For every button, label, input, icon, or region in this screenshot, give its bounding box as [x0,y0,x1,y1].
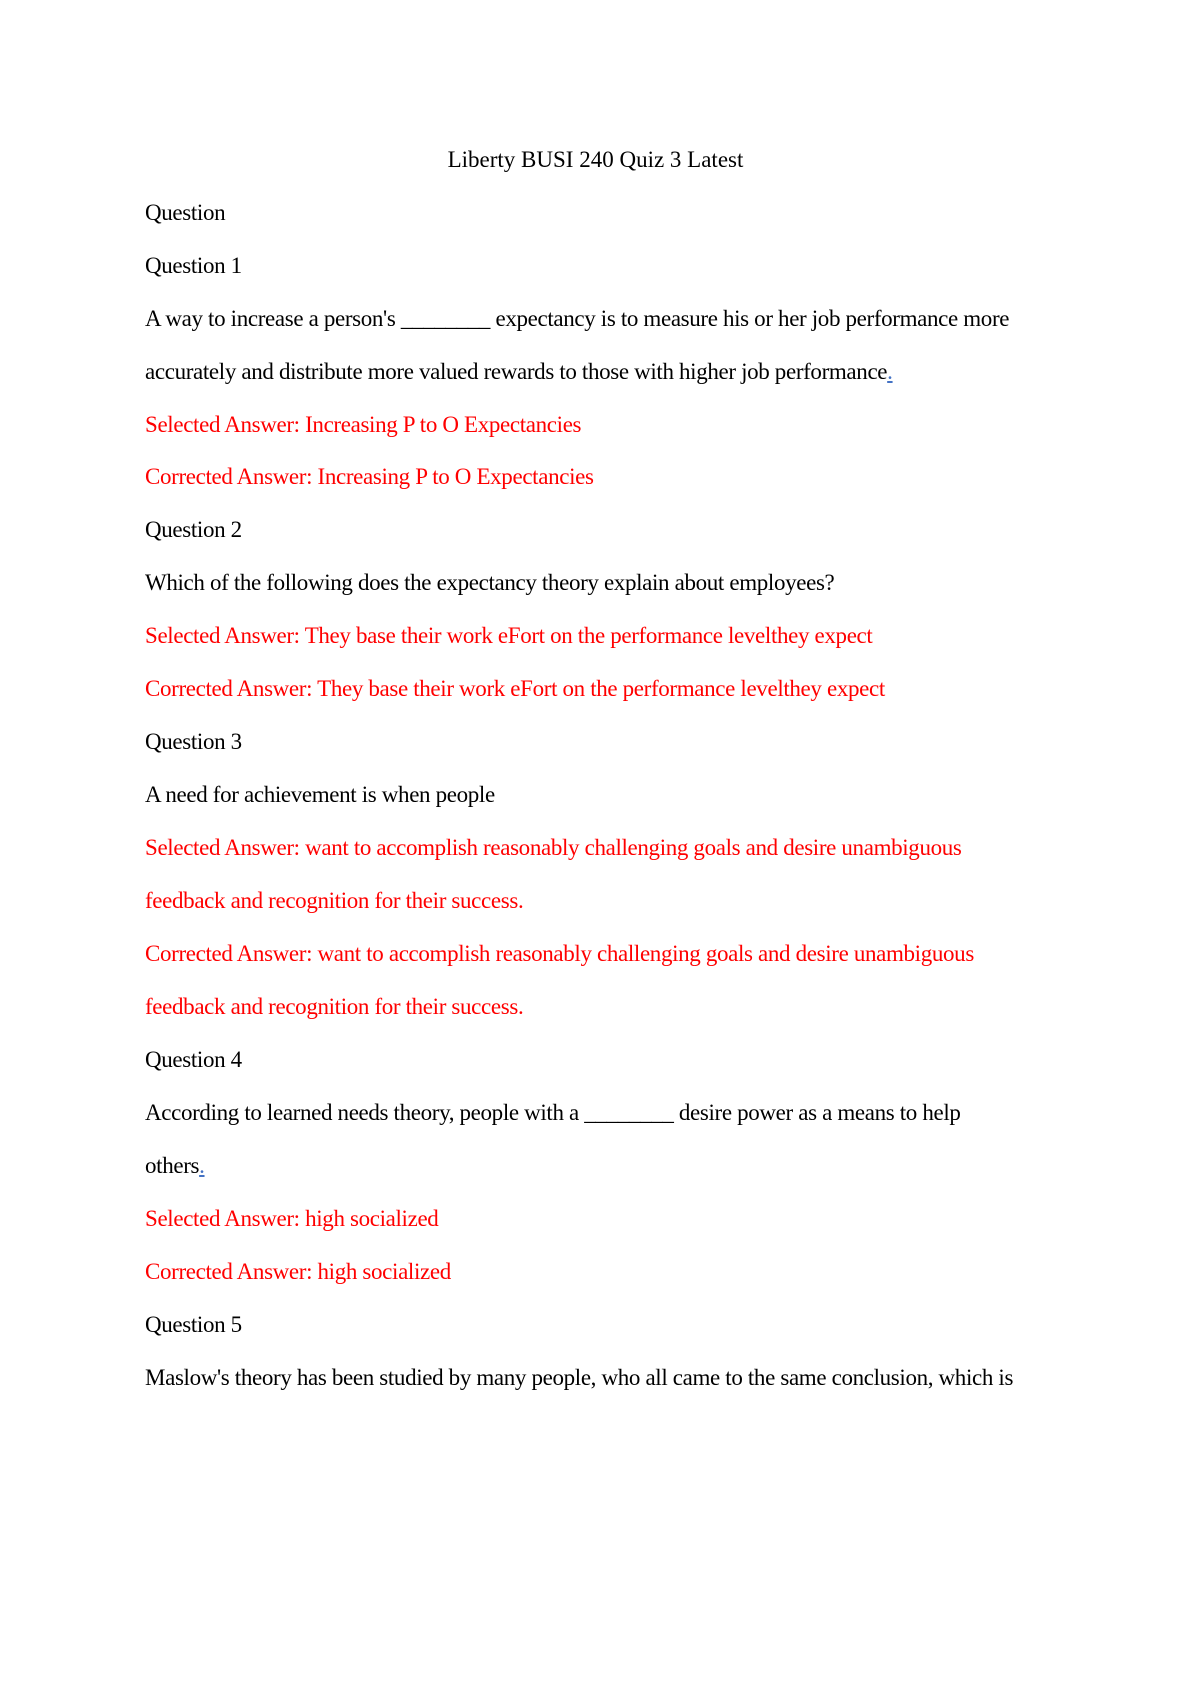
question-4-corrected-answer: Corrected Answer: high socialized [145,1259,451,1284]
section-label: Question [145,200,226,225]
question-2-corrected-answer: Corrected Answer: They base their work eFort on the performance levelthey expect [145,676,885,701]
question-4-prompt-line-2 [145,1152,205,1180]
question-4-prompt-line-1: According to learned needs theory, people with a ________ desire power as a means to help [145,1100,961,1125]
question-4-selected-answer: Selected Answer: high socialized [145,1206,439,1231]
question-1-prompt-text: accurately and distribute more valued rewards to those with higher job performance [145,359,888,384]
question-5-prompt: Maslow's theory has been studied by many people, who all came to the same conclusion, which is [145,1365,1014,1390]
question-5-heading: Question 5 [145,1312,242,1337]
question-3-corrected-answer-line-2: feedback and recognition for their success. [145,994,524,1019]
question-3-heading: Question 3 [145,729,242,754]
question-3-prompt: A need for achievement is when people [145,782,495,807]
document-title: Liberty BUSI 240 Quiz 3 Latest [447,147,744,172]
footnote-mark: . [887,359,893,384]
question-3-selected-answer-line-1: Selected Answer: want to accomplish reasonably challenging goals and desire unambiguous [145,835,962,860]
question-1-heading: Question 1 [145,253,242,278]
question-3-selected-answer-line-2: feedback and recognition for their success. [145,888,524,913]
question-4-prompt-text: others [145,1153,200,1178]
question-1-corrected-answer: Corrected Answer: Increasing P to O Expectancies [145,464,594,489]
question-1-selected-answer: Selected Answer: Increasing P to O Expectancies [145,412,582,437]
footnote-mark: . [199,1153,205,1178]
question-4-heading: Question 4 [145,1047,242,1072]
question-2-selected-answer: Selected Answer: They base their work eFort on the performance levelthey expect [145,623,873,648]
question-3-corrected-answer-line-1: Corrected Answer: want to accomplish reasonably challenging goals and desire unambiguous [145,941,974,966]
question-2-prompt: Which of the following does the expectancy theory explain about employees? [145,570,835,595]
question-2-heading: Question 2 [145,517,242,542]
question-1-prompt-line-1: A way to increase a person's ________ expectancy is to measure his or her job performance more [145,306,1010,331]
question-1-prompt-line-2 [145,358,893,386]
